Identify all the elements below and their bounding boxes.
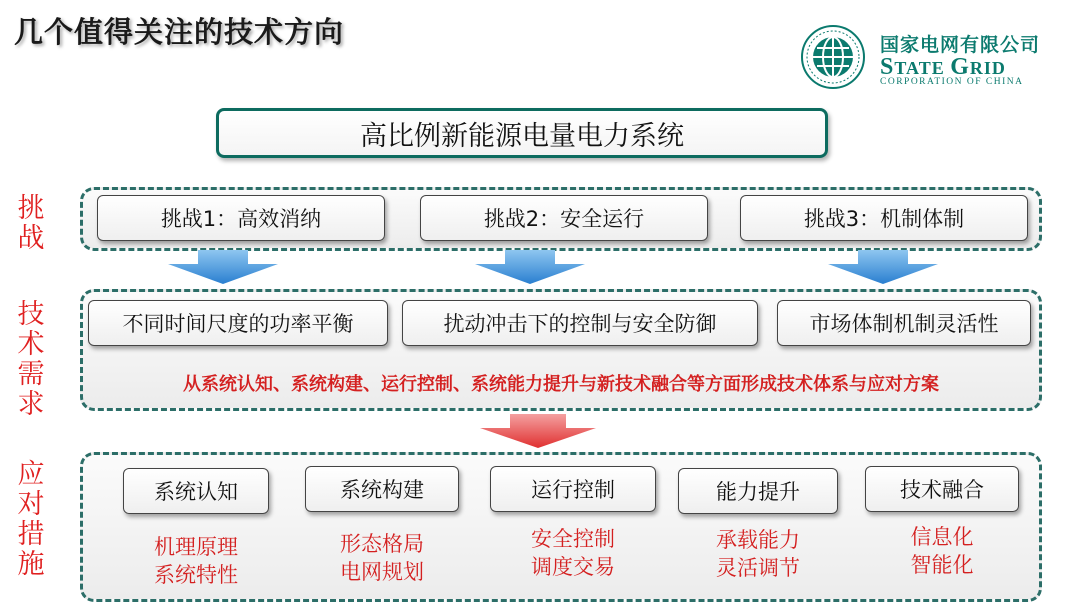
measure-item: 调度交易 — [531, 555, 615, 579]
main-topic-box: 高比例新能源电量电力系统 — [216, 108, 828, 158]
measure-box-2: 系统构建 — [305, 466, 459, 512]
measure-items-2 — [305, 530, 459, 586]
side-label-requirements: 技 术 需 求 — [17, 299, 45, 420]
measure-box-1: 系统认知 — [123, 468, 269, 514]
measure-items-1 — [123, 533, 269, 589]
page-title: 几个值得关注的技术方向 — [14, 15, 345, 49]
measure-item: 形态格局 — [340, 532, 424, 556]
challenge-box-1: 挑战1：高效消纳 — [97, 195, 385, 241]
measure-item: 信息化 — [910, 525, 974, 549]
red-arrow-icon — [480, 414, 596, 450]
measure-box-3: 运行控制 — [490, 466, 656, 512]
measure-item: 机理原理 — [154, 535, 238, 559]
measure-items-5 — [865, 523, 1019, 579]
measure-item: 智能化 — [910, 553, 974, 577]
blue-arrow-1-icon — [168, 250, 278, 286]
measure-box-5: 技术融合 — [865, 466, 1019, 512]
challenge-box-3: 挑战3：机制体制 — [740, 195, 1028, 241]
measure-item: 承载能力 — [716, 528, 800, 552]
logo-english-name: STATE GRID — [880, 54, 1006, 80]
blue-arrow-2-icon — [475, 250, 585, 286]
requirements-summary: 从系统认知、系统构建、运行控制、系统能力提升与新技术融合等方面形成技术体系与应对方案 — [183, 374, 939, 395]
measure-item: 系统特性 — [154, 563, 238, 587]
challenge-box-2: 挑战2：安全运行 — [420, 195, 708, 241]
side-label-measures: 应 对 措 施 — [17, 459, 45, 580]
requirement-box-3: 市场体制机制灵活性 — [777, 300, 1031, 346]
state-grid-logo-icon — [800, 24, 866, 90]
measure-box-4: 能力提升 — [678, 468, 838, 514]
logo-subtitle: CORPORATION OF CHINA — [880, 77, 1024, 87]
measure-item: 安全控制 — [531, 527, 615, 551]
requirement-box-2: 扰动冲击下的控制与安全防御 — [402, 300, 758, 346]
side-label-challenges: 挑 战 — [17, 193, 45, 254]
requirement-box-1: 不同时间尺度的功率平衡 — [88, 300, 388, 346]
blue-arrow-3-icon — [828, 250, 938, 286]
measure-item: 电网规划 — [340, 560, 424, 584]
measure-item: 灵活调节 — [716, 556, 800, 580]
logo-chinese-name: 国家电网有限公司 — [880, 34, 1041, 56]
measure-items-3 — [490, 525, 656, 581]
measure-items-4 — [678, 526, 838, 582]
